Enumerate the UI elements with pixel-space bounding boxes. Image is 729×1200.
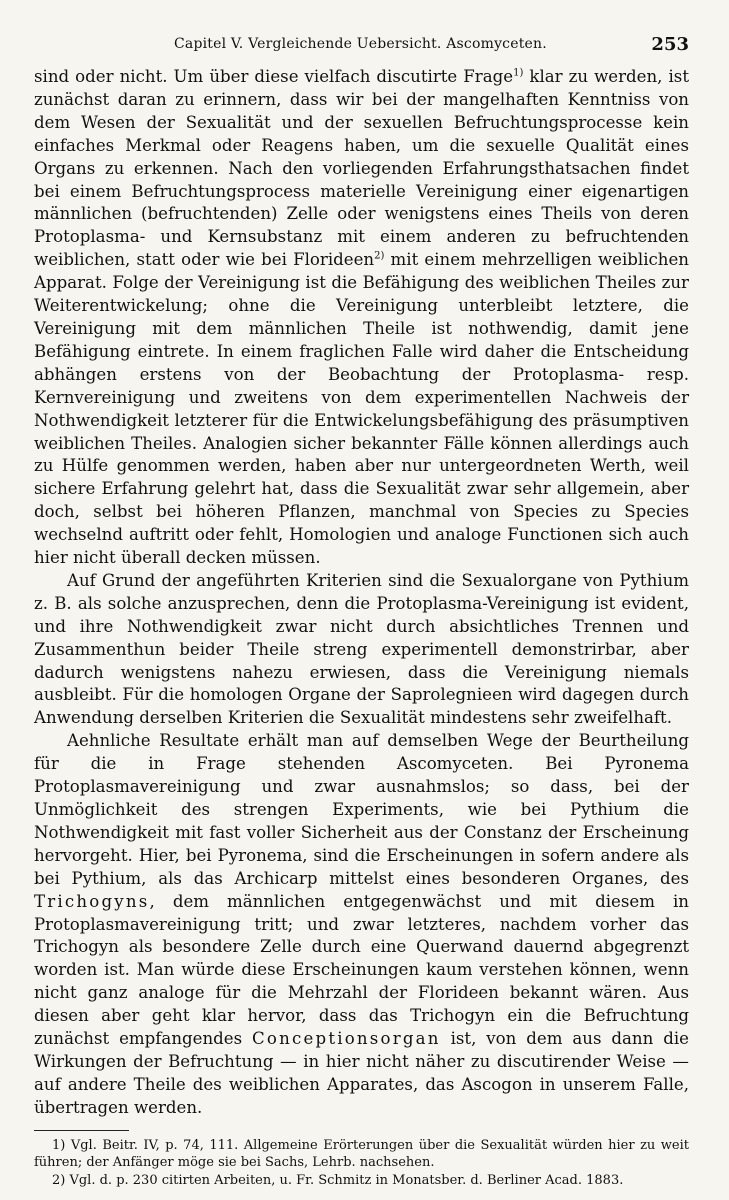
paragraph-1 [34,66,689,570]
paragraph-1-part-1: sind oder nicht. Um über diese vielfach discutirte Frage [34,67,514,86]
page-header [34,34,689,64]
footnote-1: 1) Vgl. Beitr. IV, p. 74, 111. Allgemeine Erörterungen über die Sexualität würden hier zu weit führen; der Anfänger möge sie bei Sachs, Lehrb. nachsehen. [34,1137,689,1171]
paragraph-3 [34,730,689,1119]
paragraph-3-part-2: , dem männlichen entgegenwächst und mit diesem in Protoplasmavereinigung tritt; und zwar letzteres, nachdem vorher das Trichogyn als besondere Zelle durch eine Querwand dauernd abgegrenzt worden ist. Man würde diese Erscheinungen kaum verstehen können, wenn nicht ganz analoge für die Mehrzahl der Florideen bekannt wären. Aus diesen aber geht klar hervor, dass das Trichogyn ein die Befruchtung zunächst empfangendes [34,891,689,1049]
paragraph-1-part-2: klar zu werden, ist zunächst daran zu erinnern, dass wir bei der mangelhaften Kenntniss von dem Wesen der Sexualität und der sexuellen Befruchtungsprocesse kein einfaches Merkmal oder Reagens haben, um die sexuelle Qualität eines Organs zu erkennen. Nach den vorliegenden Erfahrungsthatsachen findet bei einem Befruchtungsprocess materielle Vereinigung einer eigenartigen männlichen (befruchtenden) Zelle oder wenigstens eines Theils von deren Protoplasma- und Kernsubstanz mit einem anderen zu befruchtenden weiblichen, statt oder wie bei Florideen [34,67,689,270]
footnote-ref-2: 2) [374,250,385,262]
term-trichogyns: Trichogyns [34,891,150,911]
footnote-ref-1: 1) [513,67,524,79]
paragraph-2: Auf Grund der angeführten Kriterien sind die Sexualorgane von Pythium z. B. als solche anzusprechen, denn die Protoplasma-Vereinigung ist evident, und ihre Nothwendigkeit zwar nicht durch absichtliches Trennen und Zusammenthun beider Theile streng experimentell demonstrirbar, aber dadurch wenigstens nahezu erwiesen, dass die Vereinigung niemals ausbleibt. Für die homologen Organe der Saprolegnieen wird dagegen durch Anwendung derselben Kriterien die Sexualität mindestens sehr zweifelhaft. [34,570,689,728]
paragraph-3-part-3: ist, von dem aus dann die Wirkungen der Befruchtung — in hier nicht näher zu discutirender Weise — auf andere Theile des weiblichen Apparates, das Ascogon in unserem Falle, übertragen werden. [34,1029,689,1117]
footnote-rule [34,1130,129,1131]
paragraph-1-part-3: mit einem mehrzelligen weiblichen Apparat. Folge der Vereinigung ist die Befähigung des weiblichen Theiles zur Weiterentwickelung; ohne die Vereinigung unterbleibt letztere, die Vereinigung mit dem männlichen Theile ist nothwendig, damit jene Befähigung eintrete. In einem fraglichen Falle wird daher die Entscheidung abhängen erstens von der Beobachtung der Protoplasma- resp. Kernvereinigung und zweitens von dem experimentellen Nachweis der Nothwendigkeit letzterer für die Entwickelungsbefähigung des präsumptiven weiblichen Theiles. Analogien sicher bekannter Fälle können allerdings auch zu Hülfe genommen werden, haben aber nur untergeordneten Werth, weil sichere Erfahrung gelehrt hat, dass die Sexualität zwar sehr allgemein, aber doch, selbst bei höheren Pflanzen, manchmal von Species zu Species wechselnd auftritt oder fehlt, Homologien und analoge Functionen sich auch hier nicht überall decken müssen. [34,250,689,568]
body-text [34,66,689,1120]
paragraph-3-part-1: Aehnliche Resultate erhält man auf demselben Wege der Beurtheilung für die in Frage stehenden Ascomyceten. Bei Pyronema Protoplasmavereinigung und zwar ausnahmslos; so dass, bei der Unmöglichkeit des strengen Experiments, wie bei Pythium die Nothwendigkeit mit fast voller Sicherheit aus der Constanz der Erscheinung hervorgeht. Hier, bei Pyronema, sind die Erscheinungen in sofern andere als bei Pythium, als das Archicarp mittelst eines besonderen Organes, des [34,731,689,888]
running-head: Capitel V. Vergleichende Uebersicht. Ascomyceten. [174,36,547,52]
page-number: 253 [651,34,689,55]
footnotes [34,1137,689,1190]
term-conceptionsorgan: Conceptionsorgan [252,1029,441,1049]
footnote-2: 2) Vgl. d. p. 230 citirten Arbeiten, u. Fr. Schmitz in Monatsber. d. Berliner Acad. 1883. [52,1172,624,1188]
